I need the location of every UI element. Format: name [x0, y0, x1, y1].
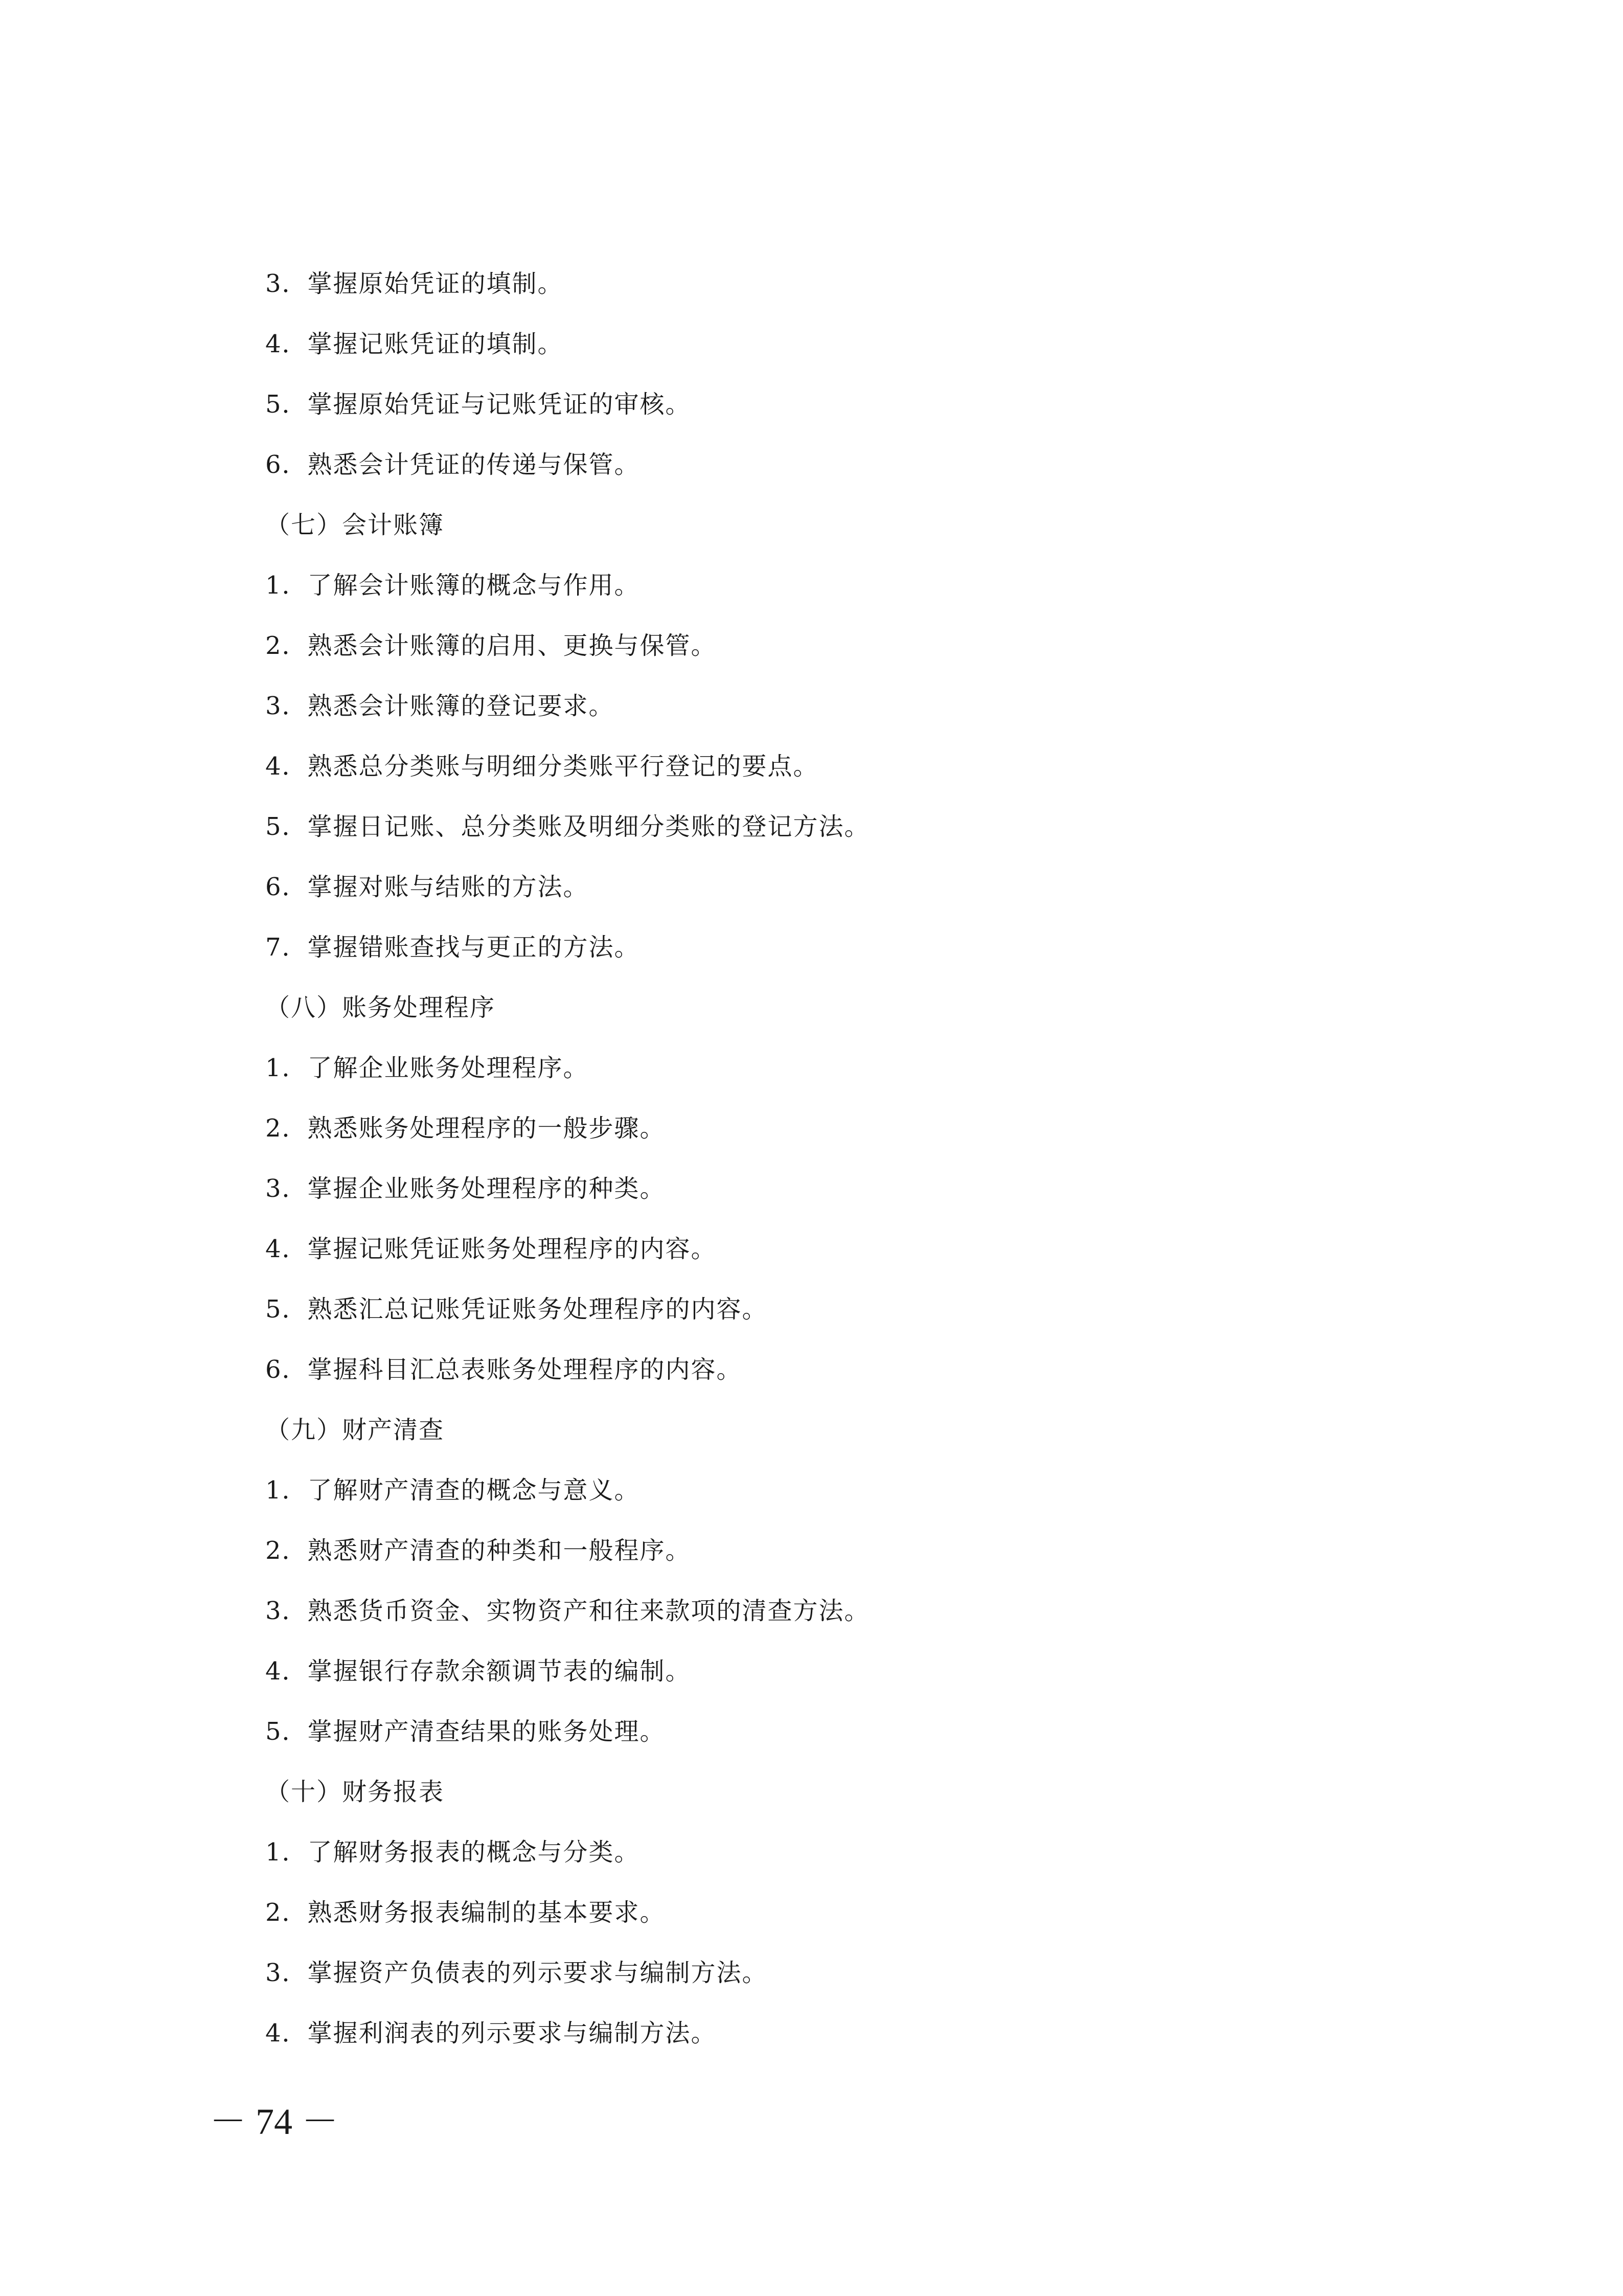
list-item: 1．了解企业账务处理程序。	[265, 1054, 589, 1082]
list-item: 1．了解财产清查的概念与意义。	[265, 1476, 640, 1505]
section-heading: （八）账务处理程序	[265, 993, 496, 1022]
list-item: 5．熟悉汇总记账凭证账务处理程序的内容。	[265, 1295, 768, 1324]
list-item: 2．熟悉会计账簿的启用、更换与保管。	[265, 631, 717, 660]
list-item: 2．熟悉财产清查的种类和一般程序。	[265, 1536, 691, 1565]
list-item: 5．掌握原始凭证与记账凭证的审核。	[265, 390, 691, 419]
list-item: 5．掌握财产清查结果的账务处理。	[265, 1717, 666, 1746]
list-item: 6．熟悉会计凭证的传递与保管。	[265, 450, 640, 479]
section-heading: （十）财务报表	[265, 1778, 445, 1806]
list-item: 4．掌握银行存款余额调节表的编制。	[265, 1657, 691, 1686]
list-item: 5．掌握日记账、总分类账及明细分类账的登记方法。	[265, 812, 870, 841]
section-heading: （七）会计账簿	[265, 511, 445, 539]
list-item: 4．掌握记账凭证的填制。	[265, 330, 563, 358]
section-heading: （九）财产清查	[265, 1416, 445, 1444]
list-item: 4．掌握记账凭证账务处理程序的内容。	[265, 1235, 717, 1263]
list-item: 3．掌握资产负债表的列示要求与编制方法。	[265, 1959, 768, 1987]
list-item: 3．熟悉货币资金、实物资产和往来款项的清查方法。	[265, 1597, 870, 1625]
list-item: 6．掌握科目汇总表账务处理程序的内容。	[265, 1355, 742, 1384]
list-item: 3．掌握企业账务处理程序的种类。	[265, 1174, 666, 1203]
list-item: 7．掌握错账查找与更正的方法。	[265, 933, 640, 962]
list-item: 3．熟悉会计账簿的登记要求。	[265, 692, 614, 720]
page-number: － 74 －	[210, 2101, 339, 2142]
list-item: 2．熟悉账务处理程序的一般步骤。	[265, 1114, 666, 1143]
list-item: 4．熟悉总分类账与明细分类账平行登记的要点。	[265, 752, 819, 781]
list-item: 1．了解财务报表的概念与分类。	[265, 1838, 640, 1867]
list-item: 3．掌握原始凭证的填制。	[265, 269, 563, 298]
list-item: 6．掌握对账与结账的方法。	[265, 873, 589, 901]
list-item: 4．掌握利润表的列示要求与编制方法。	[265, 2019, 717, 2048]
list-item: 2．熟悉财务报表编制的基本要求。	[265, 1898, 666, 1927]
list-item: 1．了解会计账簿的概念与作用。	[265, 571, 640, 600]
